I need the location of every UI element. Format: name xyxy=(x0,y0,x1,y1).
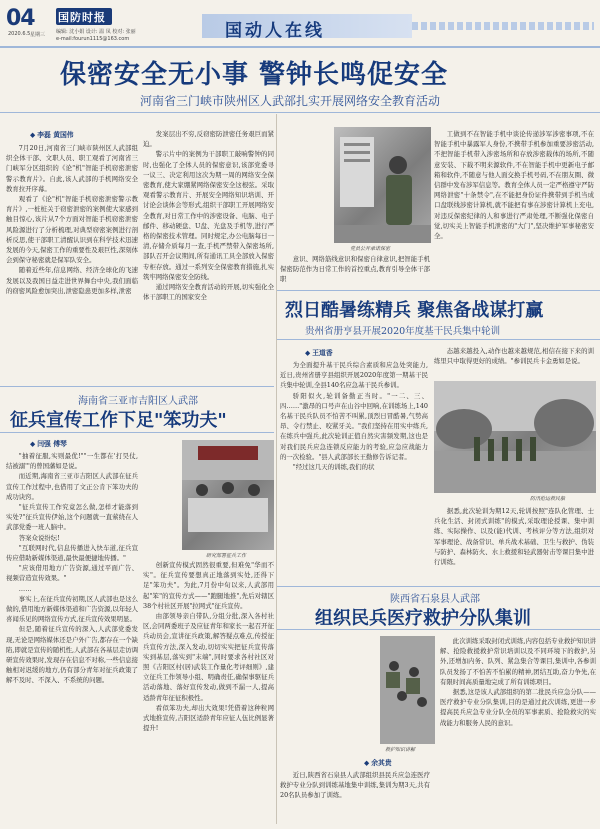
photo-person-head xyxy=(389,661,399,671)
photo-tree xyxy=(436,409,492,449)
diamond-icon: ◆ xyxy=(364,759,370,767)
issue-weekday: 星期三 xyxy=(30,32,46,38)
article4-rule xyxy=(276,586,600,587)
article3-byline: ◆ 闫强 傅琴 xyxy=(30,440,67,448)
page-number: 04 xyxy=(6,6,35,31)
photo-soldier xyxy=(516,439,522,461)
article2-subtitle: 贵州省册亨县开展2020年度基干民兵集中轮训 xyxy=(305,326,501,337)
photo-floor xyxy=(334,225,431,243)
photo-illustration xyxy=(334,127,431,243)
article1-col2: 发案层出不穷,反窃密防泄密任务艰巨而紧迫。 警示片中的案例为干部职工敲响警钟的同时,也强化了全体人员的保密意识,该部党委寻一议三、决定利用这次为期一周的网络安全保密教育,使大家绷紧网络保密安全这根弦。采取观看警示教育片、开展安全网络知识培训、开讨论会谈体会等形式,组织干部职工开展网络安全教育,对日常工作中的涉密设备、电脑、电子邮件、移动硬盘、U盘、光盘及手机等,进行严格的保密技术管理。同时规定,办公电脑每日一清,存储介质每月一查,手机严禁带入保密场所,部队召开会议期间,所有通讯工具全部放入保密专柜存放。通过一系列安全保密教育措施,扎实筑牢网络保密安全防线。 通过网络安全教育活动的开展,切实强化全体干部职工的国家安全 xyxy=(143,130,274,302)
article4-photo xyxy=(380,636,435,744)
photo-board-line xyxy=(344,151,370,154)
photo-board-line xyxy=(344,159,370,162)
article3-rule-bottom xyxy=(0,432,274,433)
article2-rule-bottom xyxy=(276,339,600,340)
photo-board xyxy=(340,137,374,207)
article1-subtitle: 河南省三门峡市陕州区人武部扎实开展网络安全教育活动 xyxy=(140,94,441,108)
article1-col3: 意识、网络筋线意识和保密自律意识,把智能手机保密防范作为日常工作的首控重点,教育引导全体干部职 xyxy=(280,255,430,284)
photo-soldier xyxy=(488,439,494,461)
page-header xyxy=(0,0,600,48)
article3-col2: 创新宣传模式固然很重要,但难免"华而不实"。征兵宣传要想真正地落到实处,还得下足"笨功夫"。为此,7月份中旬以来,人武部用起"笨"的宣传方式——"跑腿地推",先后对辖区38个村社区开展"拉网式"征兵宣传。 由部领导亲自带队,分组分批,深入各村社区,会同两委班子及应征青年和家长一起召开征兵动员会,宣讲征兵政策,解答疑点难点,传授征兵宣传方法,深入发动,切切实实把征兵宣传落实到基层,落实到"末端",同时要求各村社区对照《吉阳区村(居)武装工作量化考评细则》,建立征兵工作领导小组、明确责任,确保事驱征兵活动落地、落好宣传发动,做到不漏一人,提高适龄青年征征积极性。 看似笨功夫,却出大效果!凭借着这种粒网式地推宣传,吉阳区适龄青年应征人伍比例显著提升! xyxy=(143,561,274,733)
article4-top-line: 陕西省石泉县人武部 xyxy=(390,594,480,605)
article2-byline: ◆ 王道香 xyxy=(305,349,333,357)
photo-person-body xyxy=(386,672,400,688)
photo-banner xyxy=(198,446,258,460)
article3-top-line: 海南省三亚市吉阳区人武部 xyxy=(78,396,198,407)
article4-byline: ◆ 余其贵 xyxy=(364,759,392,767)
article3-title: 征兵宣传工作下足"笨功夫" xyxy=(10,410,227,431)
article3-photo xyxy=(182,440,274,550)
article2-title: 烈日酷暑练精兵 聚焦备战谋打赢 xyxy=(285,300,544,321)
article1-col1: 7月20日,河南省三门峡市陕州区人武部组织全体干部、文职人员、职工观看了河南省三门峡军分区组织的《论"机"智能手机窃密泄密警示教育片》。自此,该人武部的手机网络安全教育拉开序幕。 观看了《论"机"智能手机窃密泄密警示教育片》,一桩桩关于窃密泄密的案例使大家感到触目惊心,该片从7个方面对智能手机窃密泄密风险源进行了分析梳理,对典型窃密案例进行剖析反思,使干部职工清醒认识到在科学技术迅速发展的今天,保密工作的重要性及艰巨性,深刻体会到保守秘密就是保军队安全。 随着近些年,信息网络、经济全球化的飞速发展以及我国日益走进世界舞台中央,我们面临的窃密风险愈加突出,泄密隐患更加多样,泄密 xyxy=(6,144,138,295)
column-divider xyxy=(276,114,277,824)
photo-soldier xyxy=(502,437,508,461)
article3-photo-caption: 研究部署征兵工作 xyxy=(206,553,247,559)
diamond-icon: ◆ xyxy=(30,131,36,139)
photo-illustration xyxy=(434,381,596,493)
article4-rule-bottom xyxy=(276,629,600,630)
photo-person-head xyxy=(222,482,234,494)
photo-person-head xyxy=(417,697,427,707)
photo-tree xyxy=(534,399,594,447)
masthead-title: 国防时报 xyxy=(58,11,106,24)
photo-person-body xyxy=(406,678,420,694)
diamond-icon: ◆ xyxy=(305,349,311,357)
article4-col1: 近日,陕西省石泉县人武部组织县民兵应急连医疗救护专业分队到训练基地集中训练,集训为期3天,共有20名队员参加了训练。 xyxy=(280,771,430,800)
photo-ground xyxy=(434,451,596,493)
article4-col2: 此次训练采取封闭式训练,内容包括专业救护知识讲解、抢险救援救护常识培训以及不同环境下的救护,另外,还增加内务、队列、紧急集合等课目,集训中,各参训队员发扬了不怕苦不怕累的精神,团结互助,奋力争先,在有限时间高质量地完成了所有训练项目。 据悉,这是该人武部组织的第二批民兵应急分队——医疗救护专业分队集训,目的是通过此次训练,更进一步提高民兵应急专业分队全员的军事素质、抢险救灾的实战能力和服务人民的意识。 xyxy=(440,637,596,727)
photo-illustration xyxy=(380,636,435,744)
photo-person-head xyxy=(248,484,260,496)
photo-illustration xyxy=(182,440,274,550)
article2-rule xyxy=(276,290,600,291)
article2-col2: 态越来越投入,动作也越来越规范,相信在接下来的训练里只中取得更好的成绩。"参训民兵卡金勇如是说。 xyxy=(434,347,594,366)
photo-table xyxy=(188,498,268,532)
issue-date: 2020.6.5 xyxy=(8,31,31,37)
photo-person-body xyxy=(386,175,412,225)
article2-col3: 据悉,此次轮训为期12天,轮训按照"连队化管理、士兵化生活、封闭式训练"的模式,采取理论授课、集中训练、实际操作、以及(能)代训、考核评分等方法,组织对军事理论、战备常识、单兵战术基础、卫生与救护、伪装与防护、森林防火、水上救援和轻武器射击等课目集中进行训练。 xyxy=(434,507,594,567)
photo-person-head xyxy=(196,484,208,496)
staff-line: 编辑: 沈小娟 设计: 温 凤 校对: 张丽 xyxy=(56,29,136,35)
article4-title: 组织民兵医疗救护分队集训 xyxy=(315,608,531,629)
article1-col4: 工做到不在智能手机中谈论传递涉军涉密事项,不在智能手机中暴露军人身份,不携带手机参加重要涉密活动,不把智能手机带入涉密场所和存放涉密载体的场所,不随意安装、下载不明来源软件,不在智能手机中更新电子邮箱和软件,不随意与他人面交换手机号码,不在朋友圈、微信群中发布涉军信息等。教育全体人员一定严格遵守严防网络泄密"十条禁令",在不能把身份证件携带到手机当成口盘联线涉密计算机,就不能把有事在涉密计算机上充电,对违反保密纪律的人和事进行严肃处理,不断强化保密自觉,切实关上智能手机泄密的"大门",坚决维护军事秘密安全。 xyxy=(434,130,594,241)
photo-person-head xyxy=(397,691,407,701)
photo-soldier xyxy=(530,437,536,461)
photo-soldier xyxy=(474,437,480,461)
article2-photo-caption: 防汛抢运救民船 xyxy=(530,496,566,502)
article2-photo xyxy=(434,381,596,493)
photo-board-line xyxy=(344,143,370,146)
section-title: 国动人在线 xyxy=(225,21,325,41)
article2-col1: 为全面提升基干民兵综合素质和应急处突能力,近日,贵州省册亨县组织开展2020年度第一期基干民兵集中轮训,全县140名应急基干民兵参训。 骄阳似火,轮训备勤正当时。"一二、三、四……"激昂的口号声在山谷中回响,在训练场上,140名基干民兵队员不怕苦不叫累,顶烈日冒酷暑,气势高昂、令行禁止、咬紧牙关。"我们坚持在用实中练兵,在练兵中强兵,此次轮训正值自然灾害频发期,这也是对我们民兵应急连锁反应能力的考验,应急应战能力的一次检验。"县人武部部长王勤修告诉记者。 "经过这几天的训练,我们的状 xyxy=(280,361,428,472)
article3-rule xyxy=(0,386,274,387)
header-rule xyxy=(0,46,600,48)
article1-byline: ◆ 李磊 黄国伟 xyxy=(30,131,74,139)
header-stripe xyxy=(412,22,594,30)
article1-photo-caption: 党员公开承诺保密 xyxy=(350,246,391,252)
article1-title: 保密安全无小事 警钟长鸣促安全 xyxy=(60,60,449,90)
article3-col1: "抽着征服,实则最优!""一生都在'打昊仗,结被溺'"的曾国藩如是说。 而近期,海南省三亚市吉阳区人武部在征兵宣传工作过程中,也借用了文正公肯下笨功夫的成功诀窍。 "征兵宣传工作究竟怎么做,怎样才能落到实处?"征兵宣传伊始,这个问题就一直萦绕在人武部党委一班人脑中。 答案众说纷纭! "互联网时代,信息传播进入快车道,征兵宣传应借助新媒体渠道,最快最便捷地传播。" "应该借用地方广告资源,通过平面广告、视频营造宣传效果。" …… 事实上,在征兵宣传初期,区人武部也是这么做的,借用地方新媒体渠道和广告资源,以年轻人喜闻乐见的网络宣传方式,征兵宣传效果明显。 但是,随着征兵宣传的深入,人武部党委发现,无论是网络媒体还是户外广告,都存在一个缺陷,即就是宣传的随机性,人武部在各基层走访调研宣传效果时,发现存在信息不对称,一些信息接触相对迟缓的地方,仍有部分青年对征兵政策了解不及时、不深入、不系统的问题。 xyxy=(6,452,138,685)
photo-person-head xyxy=(389,156,407,174)
email-line: e-mail:fourun1115@163.com xyxy=(56,36,130,42)
photo-person-head xyxy=(409,667,419,677)
article1-photo xyxy=(334,127,431,243)
article4-photo-caption: 救护知识讲解 xyxy=(385,747,416,753)
article1-rule xyxy=(0,112,600,113)
diamond-icon: ◆ xyxy=(30,440,36,448)
